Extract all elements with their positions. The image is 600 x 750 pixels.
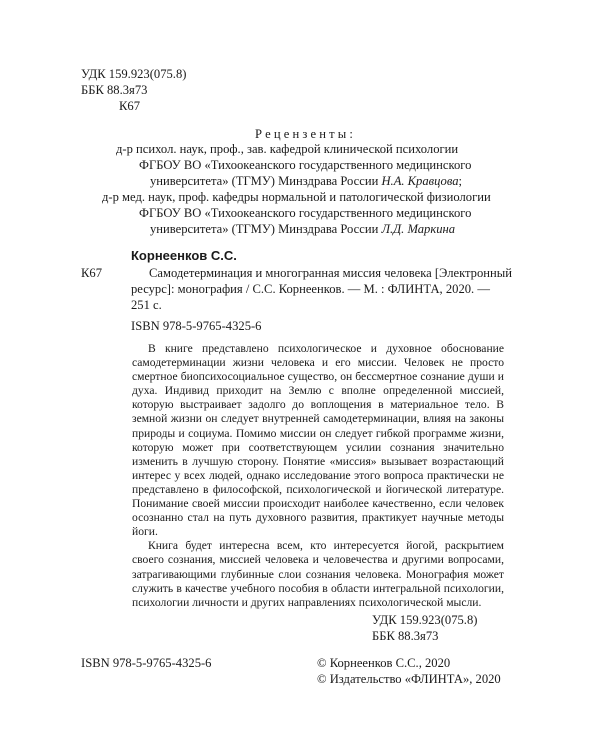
reviewers-heading: Р е ц е н з е н т ы : xyxy=(255,127,353,141)
bib-mark: К67 xyxy=(81,266,102,280)
annotation xyxy=(132,342,504,610)
copyright-publisher: © Издательство «ФЛИНТА», 2020 xyxy=(317,672,501,686)
reviewer-2-org: ФГБОУ ВО «Тихоокеанского государственного медицинского xyxy=(139,206,472,220)
footer-isbn: ISBN 978-5-9765-4325-6 xyxy=(81,656,212,670)
annotation-paragraph-2: Книга будет интересна всем, кто интересуется йогой, раскрытием своего сознания, миссией человека и человечества и другими вопросами, затрагивающими глубинные слои сознания человека. Монография может служить в качестве учебного пособия в области интегральной психологии, психологии личности и других направлениях психологической мысли. xyxy=(132,539,504,609)
reviewer-2-name: Л.Д. Маркина xyxy=(381,222,456,236)
reviewer-2-title: д-р мед. наук, проф. кафедры нормальной и патологической физиологии xyxy=(102,190,491,204)
reviewer-1-title: д-р психол. наук, проф., зав. кафедрой клинической психологии xyxy=(116,142,459,156)
bib-title-line-2: ресурс]: монография / С.С. Корнеенков. — М. : ФЛИНТА, 2020. — xyxy=(131,282,490,296)
annotation-paragraph-1: В книге представлено психологическое и духовное обоснование самодетерминации жизни человека и его миссии. Человек не просто смертное биопсихосоциальное существо, он бессмертное сознание души и духа. Индивид приходит на Землю с вполне определенной миссией, которую выстраивает задолго до воплощения в материальное тело. В земной жизни он следует внутренней самодетерминации, влияя на законы природы и социума. Помимо миссии он следует гибкой программе жизни, которую может при соответствующем усилии сознания значительно изменить в лучшую сторону. Понятие «миссия» вызывает возрастающий интерес у всех людей, однако исследование этого вопроса практически не представлено в философской, психологической и йогической литературе. Понимание своей миссии происходит наиболее качественно, если человек осознанно стал на путь духовного развития, практикует научные методы йоги. xyxy=(132,342,504,539)
udk-code: УДК 159.923(075.8) xyxy=(81,67,187,81)
bib-title-line-1: Самодетерминация и многогранная миссия человека [Электронный xyxy=(149,266,512,280)
reviewer-2-org-cont xyxy=(150,221,455,237)
bib-pages: 251 с. xyxy=(131,298,162,312)
copyright-author: © Корнеенков С.С., 2020 xyxy=(317,656,451,670)
bbk-code: ББК 88.3я73 xyxy=(81,83,148,97)
reviewer-1-name: Н.А. Кравцова xyxy=(381,174,459,188)
reviewer-2-org-text: университета» (ТГМУ) Минздрава России xyxy=(150,222,382,236)
reviewer-1-org-text: университета» (ТГМУ) Минздрава России xyxy=(150,174,382,188)
footer-bbk-code: ББК 88.3я73 xyxy=(372,629,439,643)
author-mark: К67 xyxy=(119,99,140,113)
footer-udk-code: УДК 159.923(075.8) xyxy=(372,613,478,627)
bib-isbn: ISBN 978-5-9765-4325-6 xyxy=(131,319,262,333)
reviewer-1-org: ФГБОУ ВО «Тихоокеанского государственного медицинского xyxy=(139,158,472,172)
bib-author: Корнеенков С.С. xyxy=(131,248,237,263)
reviewer-1-org-cont xyxy=(150,173,462,189)
reviewer-1-sep: ; xyxy=(458,174,463,188)
